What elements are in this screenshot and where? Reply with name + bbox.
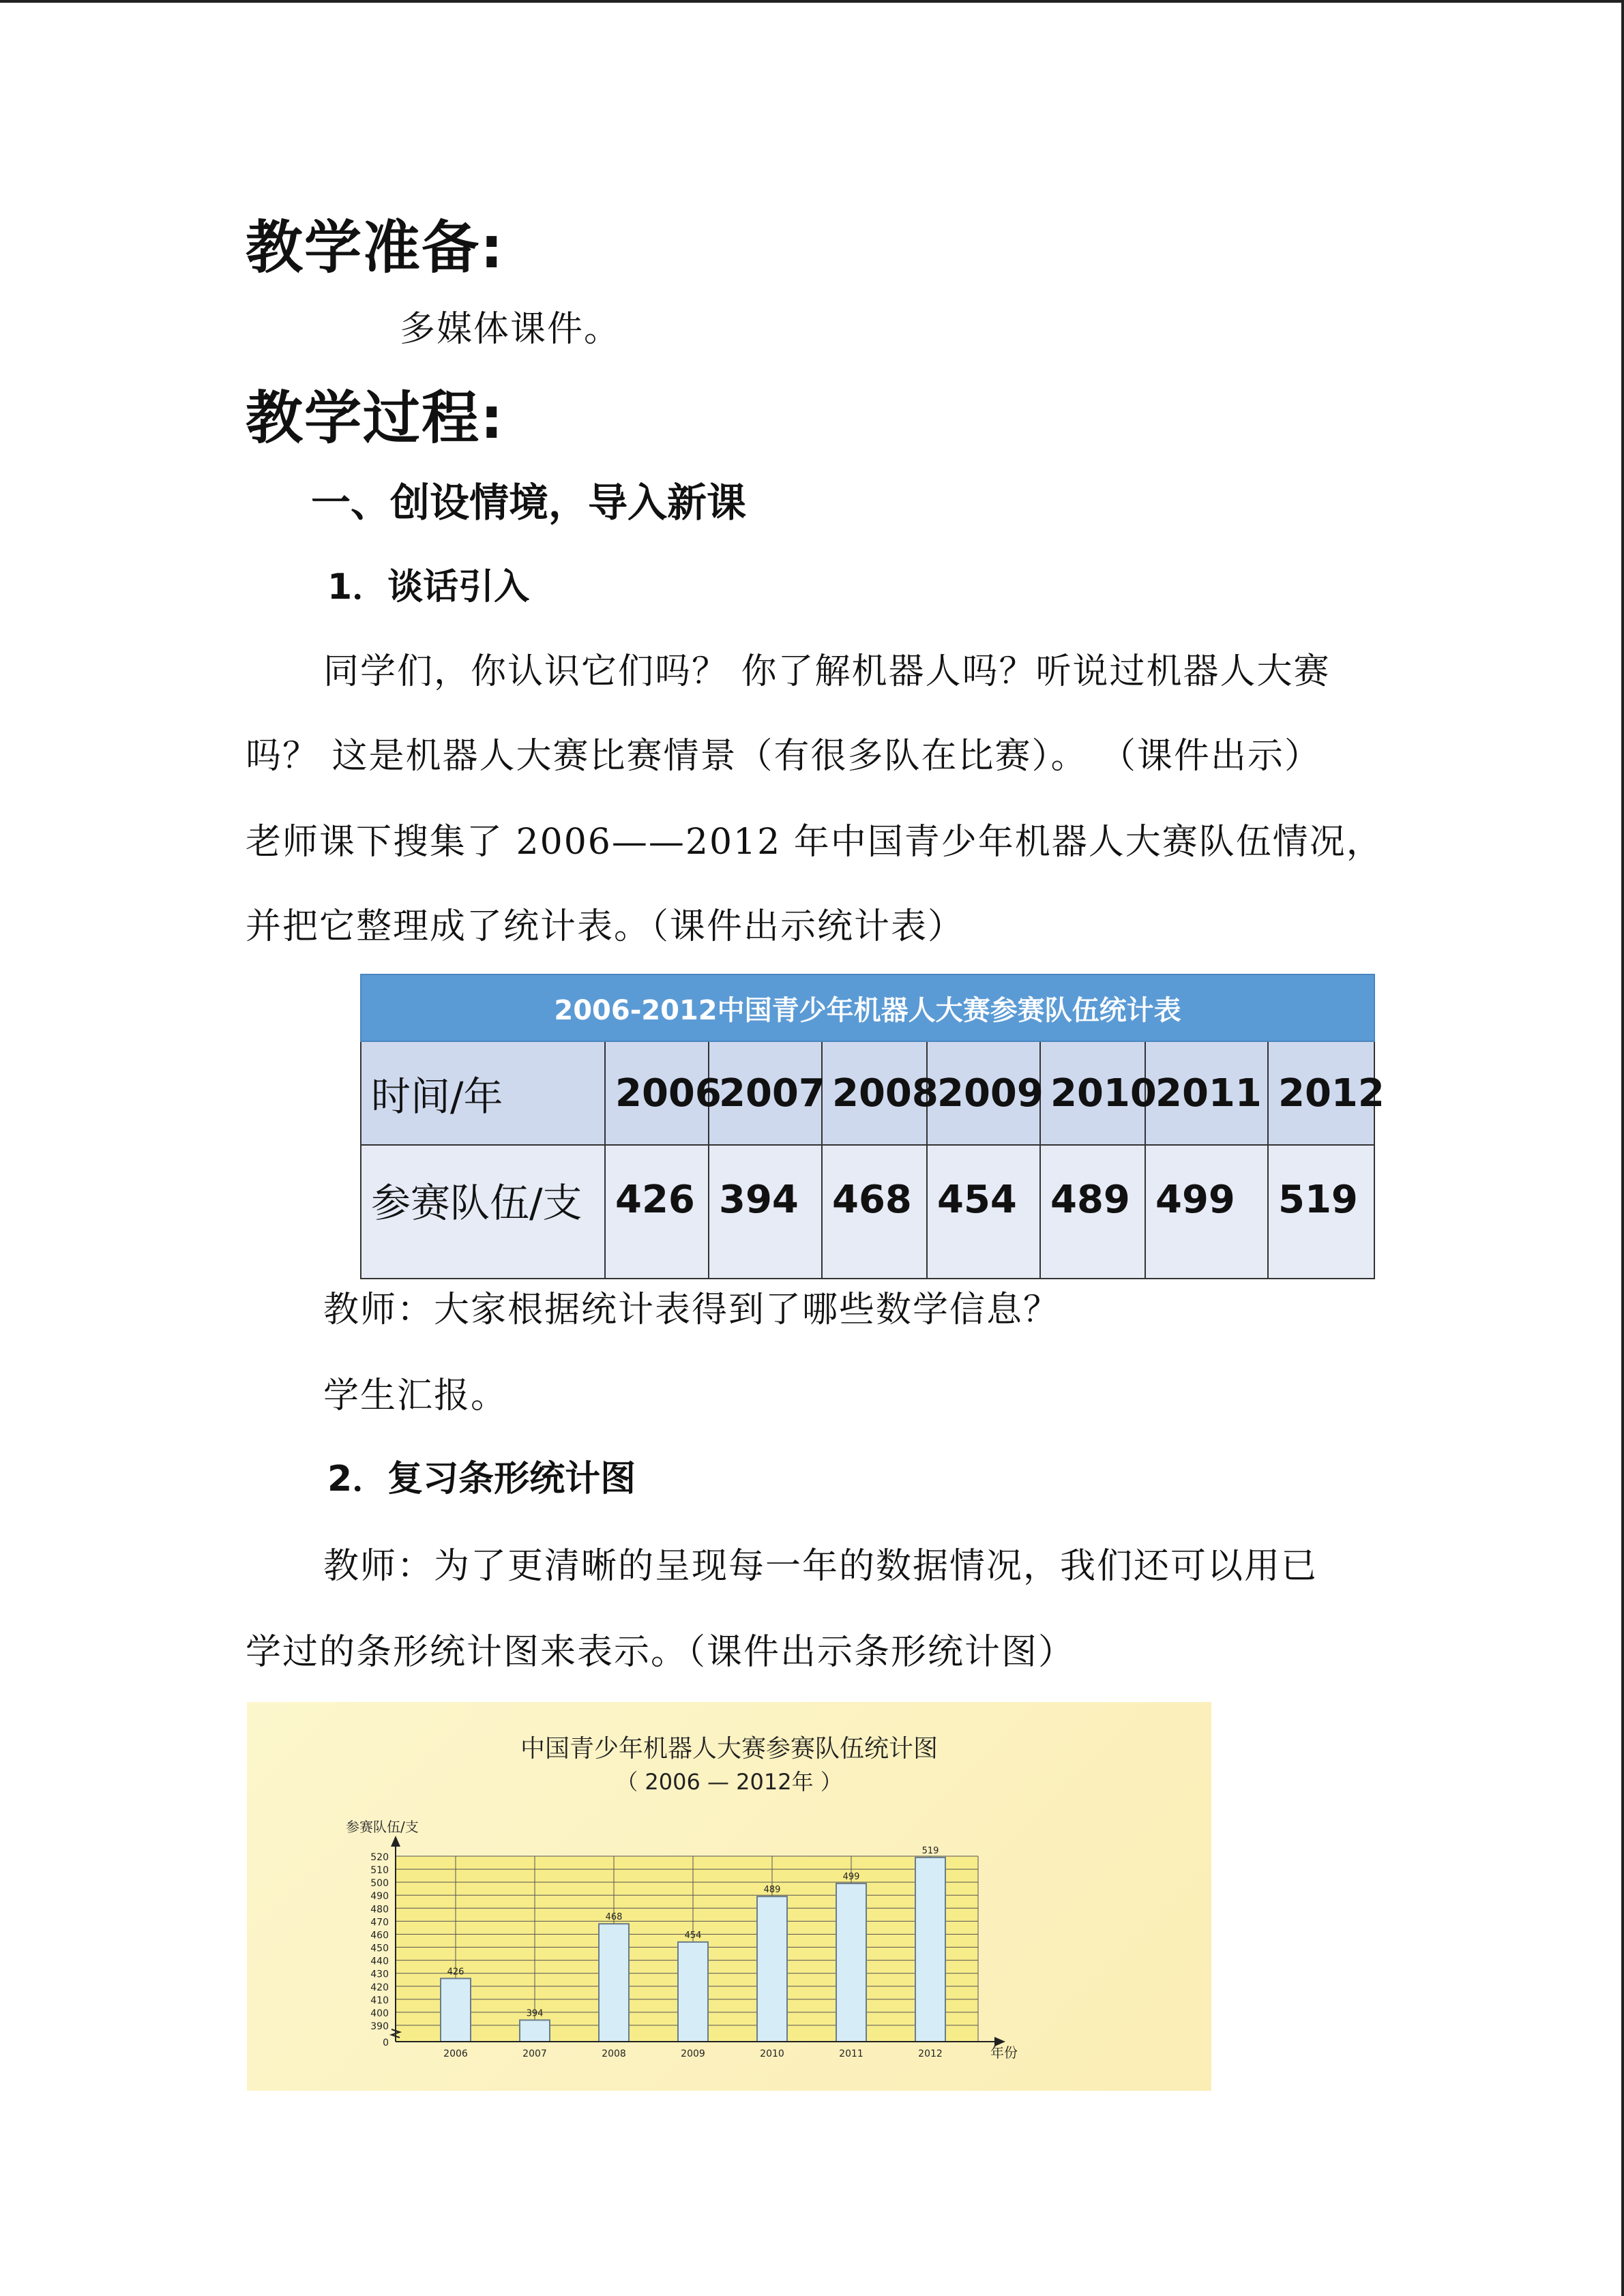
table-label-year: 时间/年 xyxy=(361,1041,605,1145)
table-cell-year: 2012 xyxy=(1268,1041,1374,1145)
teacher-question: 教师：大家根据统计表得到了哪些数学信息？ xyxy=(323,1289,1061,1330)
y-tick-label: 0 xyxy=(383,2038,389,2048)
bar xyxy=(836,1883,866,2042)
table-cell-teams: 454 xyxy=(927,1145,1040,1279)
y-tick-label: 470 xyxy=(370,1917,389,1928)
y-axis-arrow xyxy=(391,1836,400,1847)
y-tick-label: 430 xyxy=(370,1969,389,1980)
y-tick-label: 460 xyxy=(370,1930,389,1941)
step1-heading: 1．谈话引入 xyxy=(327,567,530,608)
page-border-top xyxy=(0,0,1624,3)
table-row-years xyxy=(361,1041,1374,1145)
review-line-2: 学过的条形统计图来表示。（课件出示条形统计图） xyxy=(246,1632,1076,1673)
y-tick-label: 420 xyxy=(370,1982,389,1993)
table-cell-teams: 519 xyxy=(1268,1145,1374,1279)
chart-xlabel: 年份 xyxy=(990,2044,1018,2061)
table-cell-year: 2011 xyxy=(1145,1041,1268,1145)
bar xyxy=(678,1942,708,2042)
x-tick-label: 2007 xyxy=(522,2048,547,2059)
bar xyxy=(441,1978,471,2042)
section1-heading: 一、创设情境，导入新课 xyxy=(311,479,747,526)
table-cell-teams: 468 xyxy=(822,1145,927,1279)
x-tick-label: 2006 xyxy=(443,2048,468,2059)
bar-value-label: 394 xyxy=(526,2008,544,2019)
bar-value-label: 499 xyxy=(842,1872,860,1883)
intro-line-3: 老师课下搜集了 2006——2012 年中国青少年机器人大赛队伍情况， xyxy=(246,822,1383,863)
bar-chart-svg xyxy=(247,1702,1211,2091)
intro-line-4: 并把它整理成了统计表。（课件出示统计表） xyxy=(246,906,965,947)
bar xyxy=(599,1924,629,2042)
page-border-right xyxy=(1621,0,1624,2296)
student-report: 学生汇报。 xyxy=(323,1375,508,1416)
bar xyxy=(915,1858,945,2042)
table-cell-teams: 489 xyxy=(1040,1145,1145,1279)
table-cell-year: 2007 xyxy=(709,1041,822,1145)
intro-line-2: 吗？ 这是机器人大赛比赛情景（有很多队在比赛）。 （课件出示） xyxy=(246,736,1322,777)
prep-title: 教学准备: xyxy=(246,214,505,281)
bar-value-label: 489 xyxy=(763,1885,781,1896)
chart-subtitle: （ 2006 — 2012年 ） xyxy=(616,1769,842,1795)
stats-table xyxy=(360,974,1385,1279)
bar xyxy=(520,2020,550,2042)
x-tick-label: 2008 xyxy=(602,2048,626,2059)
table-caption: 2006-2012中国青少年机器人大赛参赛队伍统计表 xyxy=(361,974,1374,1041)
y-tick-label: 500 xyxy=(370,1878,389,1890)
table-cell-year: 2006 xyxy=(605,1041,709,1145)
x-tick-label: 2009 xyxy=(681,2048,705,2059)
intro-line-1: 同学们，你认识它们吗？ 你了解机器人吗？听说过机器人大赛 xyxy=(323,651,1331,692)
x-tick-label: 2010 xyxy=(760,2048,784,2059)
prep-content: 多媒体课件。 xyxy=(400,309,621,350)
review-line-1: 教师：为了更清晰的呈现每一年的数据情况，我们还可以用已 xyxy=(323,1546,1318,1587)
y-tick-label: 400 xyxy=(370,2008,389,2019)
y-tick-label: 490 xyxy=(370,1891,389,1903)
y-tick-label: 480 xyxy=(370,1904,389,1915)
bar-value-label: 519 xyxy=(921,1845,939,1856)
bar-chart xyxy=(247,1702,1211,2091)
y-tick-label: 440 xyxy=(370,1956,389,1967)
y-tick-label: 450 xyxy=(370,1943,389,1954)
y-tick-label: 510 xyxy=(370,1865,389,1877)
x-tick-label: 2011 xyxy=(839,2048,863,2059)
y-tick-label: 390 xyxy=(370,2021,389,2032)
table-cell-teams: 394 xyxy=(709,1145,822,1279)
table-cell-year: 2009 xyxy=(927,1041,1040,1145)
y-tick-label: 410 xyxy=(370,1995,389,2006)
bar-value-label: 454 xyxy=(684,1930,702,1941)
y-tick-label: 520 xyxy=(370,1852,389,1863)
table-cell-year: 2008 xyxy=(822,1041,927,1145)
table-row-teams xyxy=(361,1145,1374,1279)
bar-value-label: 426 xyxy=(447,1967,464,1978)
bar-value-label: 468 xyxy=(605,1912,623,1923)
chart-ylabel: 参赛队伍/支 xyxy=(346,1819,419,1835)
chart-title: 中国青少年机器人大赛参赛队伍统计图 xyxy=(520,1735,939,1763)
table-cell-teams: 499 xyxy=(1145,1145,1268,1279)
process-title: 教学过程: xyxy=(246,385,505,451)
x-tick-label: 2012 xyxy=(918,2048,943,2059)
table-cell-year: 2010 xyxy=(1040,1041,1145,1145)
bar xyxy=(757,1896,787,2042)
table-label-teams: 参赛队伍/支 xyxy=(361,1145,605,1279)
table-cell-teams: 426 xyxy=(605,1145,709,1279)
step2-heading: 2．复习条形统计图 xyxy=(327,1459,636,1500)
